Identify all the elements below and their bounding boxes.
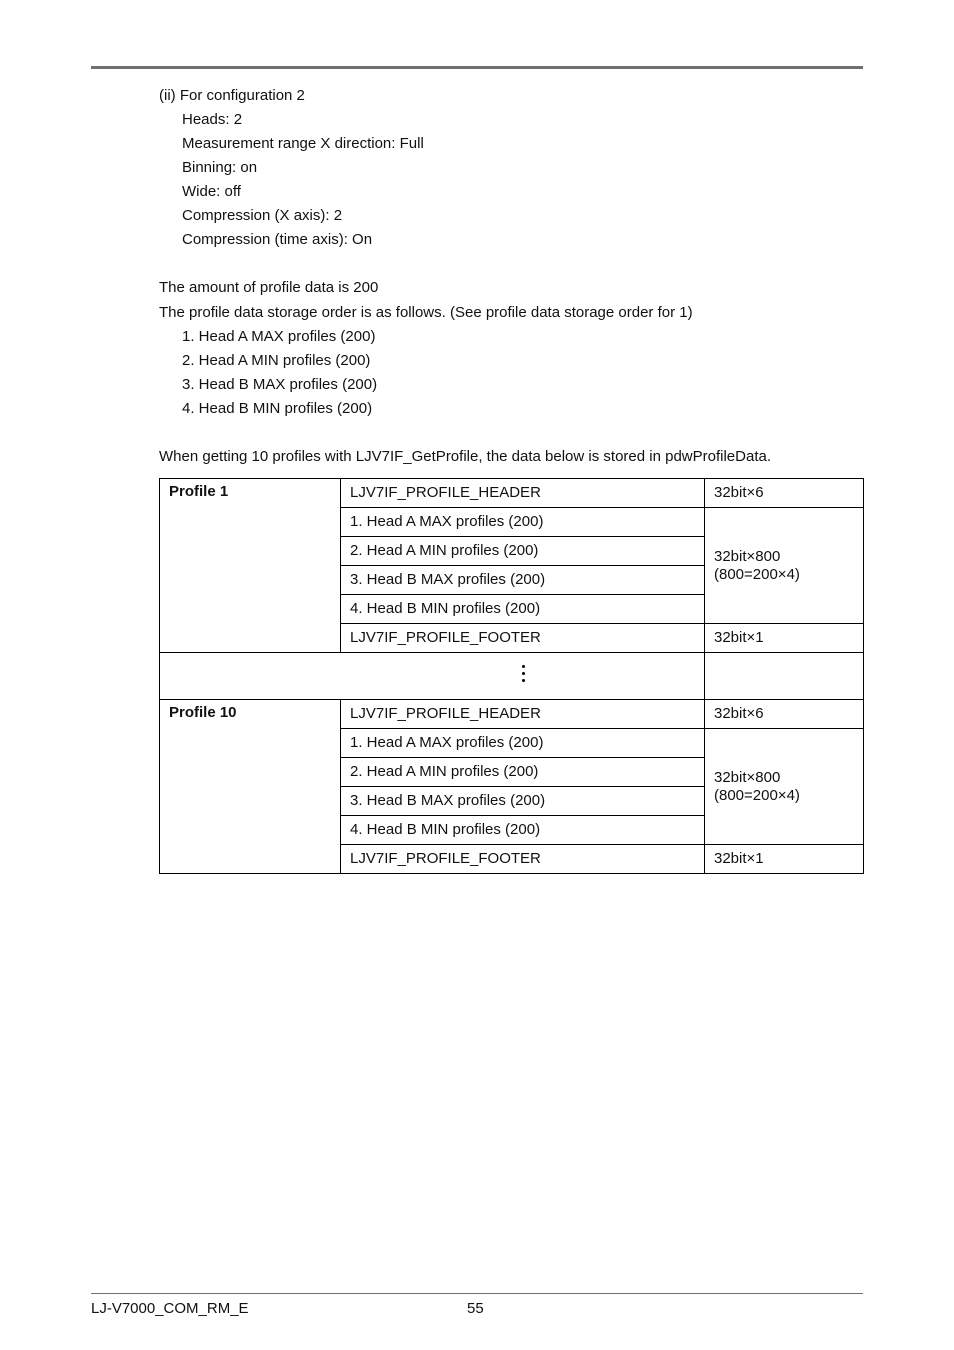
- config-setting-compression-x: Compression (X axis): 2: [182, 207, 343, 224]
- profile-item-cell: 3. Head B MAX profiles (200): [341, 787, 705, 816]
- profile-item-cell: 2. Head A MIN profiles (200): [341, 537, 705, 566]
- size-cell: 32bit×1: [705, 624, 864, 653]
- header-cell: LJV7IF_PROFILE_HEADER: [341, 479, 705, 508]
- get-profile-text: When getting 10 profiles with LJV7IF_GetProfile, the data below is stored in pdwProfileData.: [159, 448, 771, 465]
- profile-item-cell: 2. Head A MIN profiles (200): [341, 758, 705, 787]
- vertical-ellipsis-icon: [522, 661, 526, 686]
- document-id: LJ-V7000_COM_RM_E: [91, 1300, 249, 1317]
- profile-item-cell: 4. Head B MIN profiles (200): [341, 816, 705, 845]
- config-title: (ii) For configuration 2: [159, 87, 305, 104]
- config-setting-wide: Wide: off: [182, 183, 241, 200]
- size-line: 32bit×800: [714, 768, 781, 786]
- header-rule: [91, 66, 863, 69]
- header-cell: LJV7IF_PROFILE_HEADER: [341, 700, 705, 729]
- profile-storage-table: [159, 478, 864, 874]
- order-text: The profile data storage order is as follows. (See profile data storage order for 1): [159, 304, 693, 321]
- size-cell: [705, 729, 864, 845]
- footer-rule: [91, 1293, 863, 1294]
- size-cell: 32bit×1: [705, 845, 864, 874]
- profile-label: Profile 10: [160, 700, 341, 874]
- config-setting-binning: Binning: on: [182, 159, 258, 176]
- table-row: [160, 479, 864, 508]
- empty-cell: [705, 653, 864, 700]
- footer-cell: LJV7IF_PROFILE_FOOTER: [341, 845, 705, 874]
- ellipsis-cell: [160, 653, 705, 700]
- size-line: (800=200×4): [714, 565, 800, 583]
- profile-item-cell: 4. Head B MIN profiles (200): [341, 595, 705, 624]
- config-setting-range: Measurement range X direction: Full: [182, 135, 424, 152]
- size-line: 32bit×800: [714, 547, 781, 565]
- order-list-item: 3. Head B MAX profiles (200): [182, 376, 378, 393]
- config-setting-compression-time: Compression (time axis): On: [182, 231, 373, 248]
- table-row-ellipsis: [160, 653, 864, 700]
- footer-cell: LJV7IF_PROFILE_FOOTER: [341, 624, 705, 653]
- order-list-item: 4. Head B MIN profiles (200): [182, 400, 373, 417]
- size-line: (800=200×4): [714, 786, 800, 804]
- order-list-item: 1. Head A MAX profiles (200): [182, 328, 376, 345]
- amount-text: The amount of profile data is 200: [159, 279, 379, 296]
- order-list-item: 2. Head A MIN profiles (200): [182, 352, 371, 369]
- profile-item-cell: 1. Head A MAX profiles (200): [341, 729, 705, 758]
- config-setting-heads: Heads: 2: [182, 111, 243, 128]
- page-number: 55: [467, 1300, 484, 1317]
- size-cell: [705, 508, 864, 624]
- profile-label: Profile 1: [160, 479, 341, 653]
- table-row: [160, 700, 864, 729]
- size-cell: 32bit×6: [705, 479, 864, 508]
- profile-item-cell: 1. Head A MAX profiles (200): [341, 508, 705, 537]
- profile-item-cell: 3. Head B MAX profiles (200): [341, 566, 705, 595]
- size-cell: 32bit×6: [705, 700, 864, 729]
